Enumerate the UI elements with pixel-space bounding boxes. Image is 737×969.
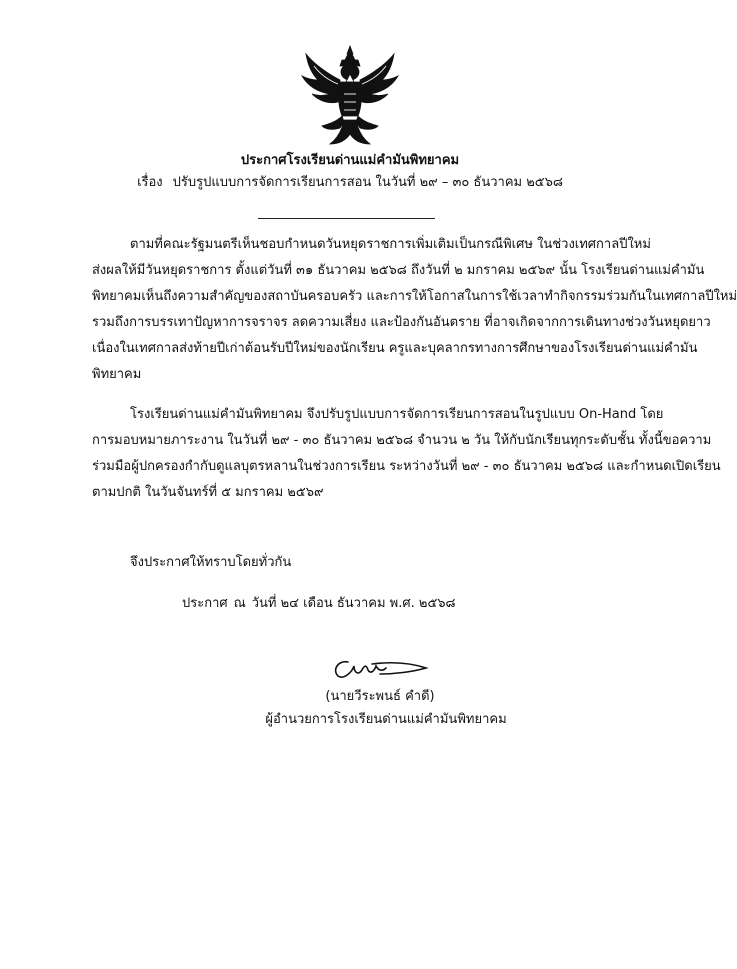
announcement-subject (0, 172, 700, 194)
announcement-date (182, 593, 462, 615)
paragraph-line: พิทยาคมเห็นถึงความสำคัญของสถาบันครอบครัว และการให้โอกาสในการใช้เวลาทำกิจกรรมร่วมกันในเทศกาลปีใหม่ (92, 289, 737, 304)
signatory-position: ผู้อำนวยการโรงเรียนด่านแม่คำมันพิทยาคม (265, 712, 507, 727)
paragraph-line: ตามปกติ ในวันจันทร์ที่ ๕ มกราคม ๒๕๖๙ (92, 485, 324, 500)
paragraph-line: เนื่องในเทศกาลส่งท้ายปีเก่าต้อนรับปีใหม่ของนักเรียน ครูและบุคลากรทางการศึกษาของโรงเรียนด่านแม่คำมัน (92, 341, 698, 356)
paragraph-line: พิทยาคม (92, 367, 142, 382)
date-text: วันที่ ๒๔ เดือน ธันวาคม พ.ศ. ๒๕๖๘ (251, 596, 456, 611)
paragraph-line: ส่งผลให้มีวันหยุดราชการ ตั้งแต่วันที่ ๓๑ ธันวาคม ๒๕๖๘ ถึงวันที่ ๒ มกราคม ๒๕๖๙ นั้น โรงเรียนด่านแม่คำมัน (92, 263, 705, 278)
body-paragraph-1 (92, 232, 737, 388)
paragraph-line: โรงเรียนด่านแม่คำมันพิทยาคม จึงปรับรูปแบบการจัดการเรียนการสอนในรูปแบบ On-Hand โดย (130, 407, 664, 422)
paragraph-line: การมอบหมายภาระงาน ในวันที่ ๒๙ - ๓๐ ธันวาคม ๒๕๖๘ จำนวน ๒ วัน ให้กับนักเรียนทุกระดับชั้น ทั้งนี้ขอความ (92, 433, 712, 448)
subject-label: เรื่อง (137, 175, 163, 190)
subject-text: ปรับรูปแบบการจัดการเรียนการสอน ในวันที่ ๒๙ – ๓๐ ธันวาคม ๒๕๖๘ (172, 175, 563, 190)
paragraph-line: รวมถึงการบรรเทาปัญหาการจราจร ลดความเสี่ยง และป้องกันอันตราย ที่อาจเกิดจากการเดินทางช่วงวันหยุดยาว (92, 315, 711, 330)
signature-icon (328, 648, 428, 684)
signatory-name: (นายวีระพนธ์ คำดี) (325, 689, 435, 704)
closing-statement: จึงประกาศให้ทราบโดยทั่วกัน (130, 555, 292, 570)
paragraph-line: ตามที่คณะรัฐมนตรีเห็นชอบกำหนดวันหยุดราชการเพิ่มเติมเป็นกรณีพิเศษ ในช่วงเทศกาลปีใหม่ (130, 237, 651, 252)
at-word: ณ (233, 596, 246, 611)
body-paragraph-2 (92, 402, 721, 506)
garuda-emblem-icon (300, 44, 400, 148)
announced-at-label: ประกาศ (182, 596, 228, 611)
paragraph-line: ร่วมมือผู้ปกครองกำกับดูแลบุตรหลานในช่วงการเรียน ระหว่างวันที่ ๒๙ - ๓๐ ธันวาคม ๒๕๖๘ และกำหนดเปิดเรียน (92, 459, 721, 474)
title-divider (258, 218, 435, 219)
announcement-title: ประกาศโรงเรียนด่านแม่คำมันพิทยาคม (240, 153, 460, 168)
